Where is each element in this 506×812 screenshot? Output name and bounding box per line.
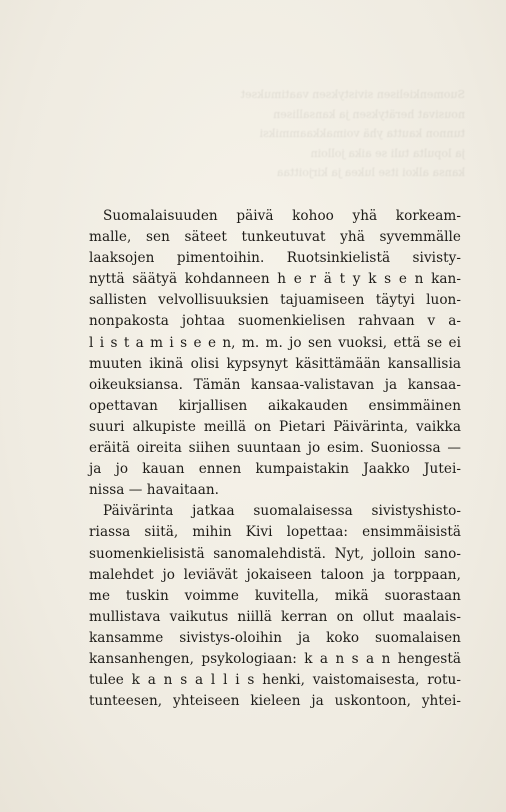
body-text [89, 206, 461, 712]
text-line: oikeuksiansa. Tämän kansaa-valistavan ja kansaa- [89, 376, 461, 393]
text-line: malehdet jo leviävät jokaiseen taloon ja torppaan, [89, 566, 461, 583]
bleed-line: tunnon kautta yhä voimakkaammiksi [259, 127, 465, 140]
text-line: opettavan kirjallisen aikakauden ensimmäinen [89, 397, 461, 414]
text-line: laaksojen pimentoihin. Ruotsinkielistä sivisty- [89, 250, 461, 267]
text-line: Suomalaisuuden päivä kohoo yhä korkeam- [103, 208, 461, 224]
text-line: nyttä säätyä kohdanneen h e r ä t y k s e n kan- [89, 271, 461, 288]
text-line: kansamme sivistys-oloihin ja koko suomalaisen [89, 629, 461, 646]
text-line: tulee k a n s a l l i s henki, vaistomaisesta, rotu- [89, 672, 461, 689]
text-line: muuten ikinä olisi kypsynyt käsittämään kansallisia [89, 355, 461, 372]
text-line: eräitä oireita siihen suuntaan jo esim. Suoniossa — [89, 440, 461, 457]
paragraph-1 [89, 206, 461, 501]
bleed-line: kansa alkoi itse lukea ja kirjoittaa [276, 166, 465, 179]
text-line: kansanhengen, psykologiaan: k a n s a n hengestä [89, 650, 461, 667]
text-line: me tuskin voimme kuvitella, mikä suorastaan [89, 587, 461, 604]
text-line: ja jo kauan ennen kumpaistakin Jaakko Jutei- [89, 461, 461, 478]
text-line: suomenkielisistä sanomalehdistä. Nyt, jolloin sano- [89, 545, 461, 562]
text-line: l i s t a m i s e e n, m. m. jo sen vuoksi, että se ei [89, 334, 461, 351]
bleed-line: ja lopulta tuli se aika jolloin [310, 146, 465, 160]
text-line: sallisten velvollisuuksien tajuamiseen täytyi luon- [89, 292, 461, 309]
bleed-through-text [70, 85, 465, 205]
text-line: Päivärinta jatkaa suomalaisessa sivistyshisto- [103, 503, 461, 520]
bleed-line: nousivat herätyksen ja kansallisen [273, 107, 465, 121]
text-line: suuri alkupiste meillä on Pietari Päivärinta, vaikka [89, 418, 461, 435]
paragraph-2 [89, 501, 461, 712]
text-line: nissa — havaitaan. [89, 482, 220, 499]
text-line: nonpakosta johtaa suomenkielisen rahvaan v a- [89, 313, 461, 330]
text-line: tunteesen, yhteiseen kieleen ja uskontoon, yhtei- [89, 693, 461, 710]
text-line: mullistava vaikutus niillä kerran on ollut maalais- [89, 608, 461, 625]
bleed-line: Suomenkielisen sivistyksen vaatimukset [240, 88, 465, 101]
text-line: malle, sen säteet tunkeutuvat yhä syvemmälle [89, 229, 461, 246]
text-line: riassa siitä, mihin Kivi lopettaa: ensimmäisistä [89, 524, 461, 541]
